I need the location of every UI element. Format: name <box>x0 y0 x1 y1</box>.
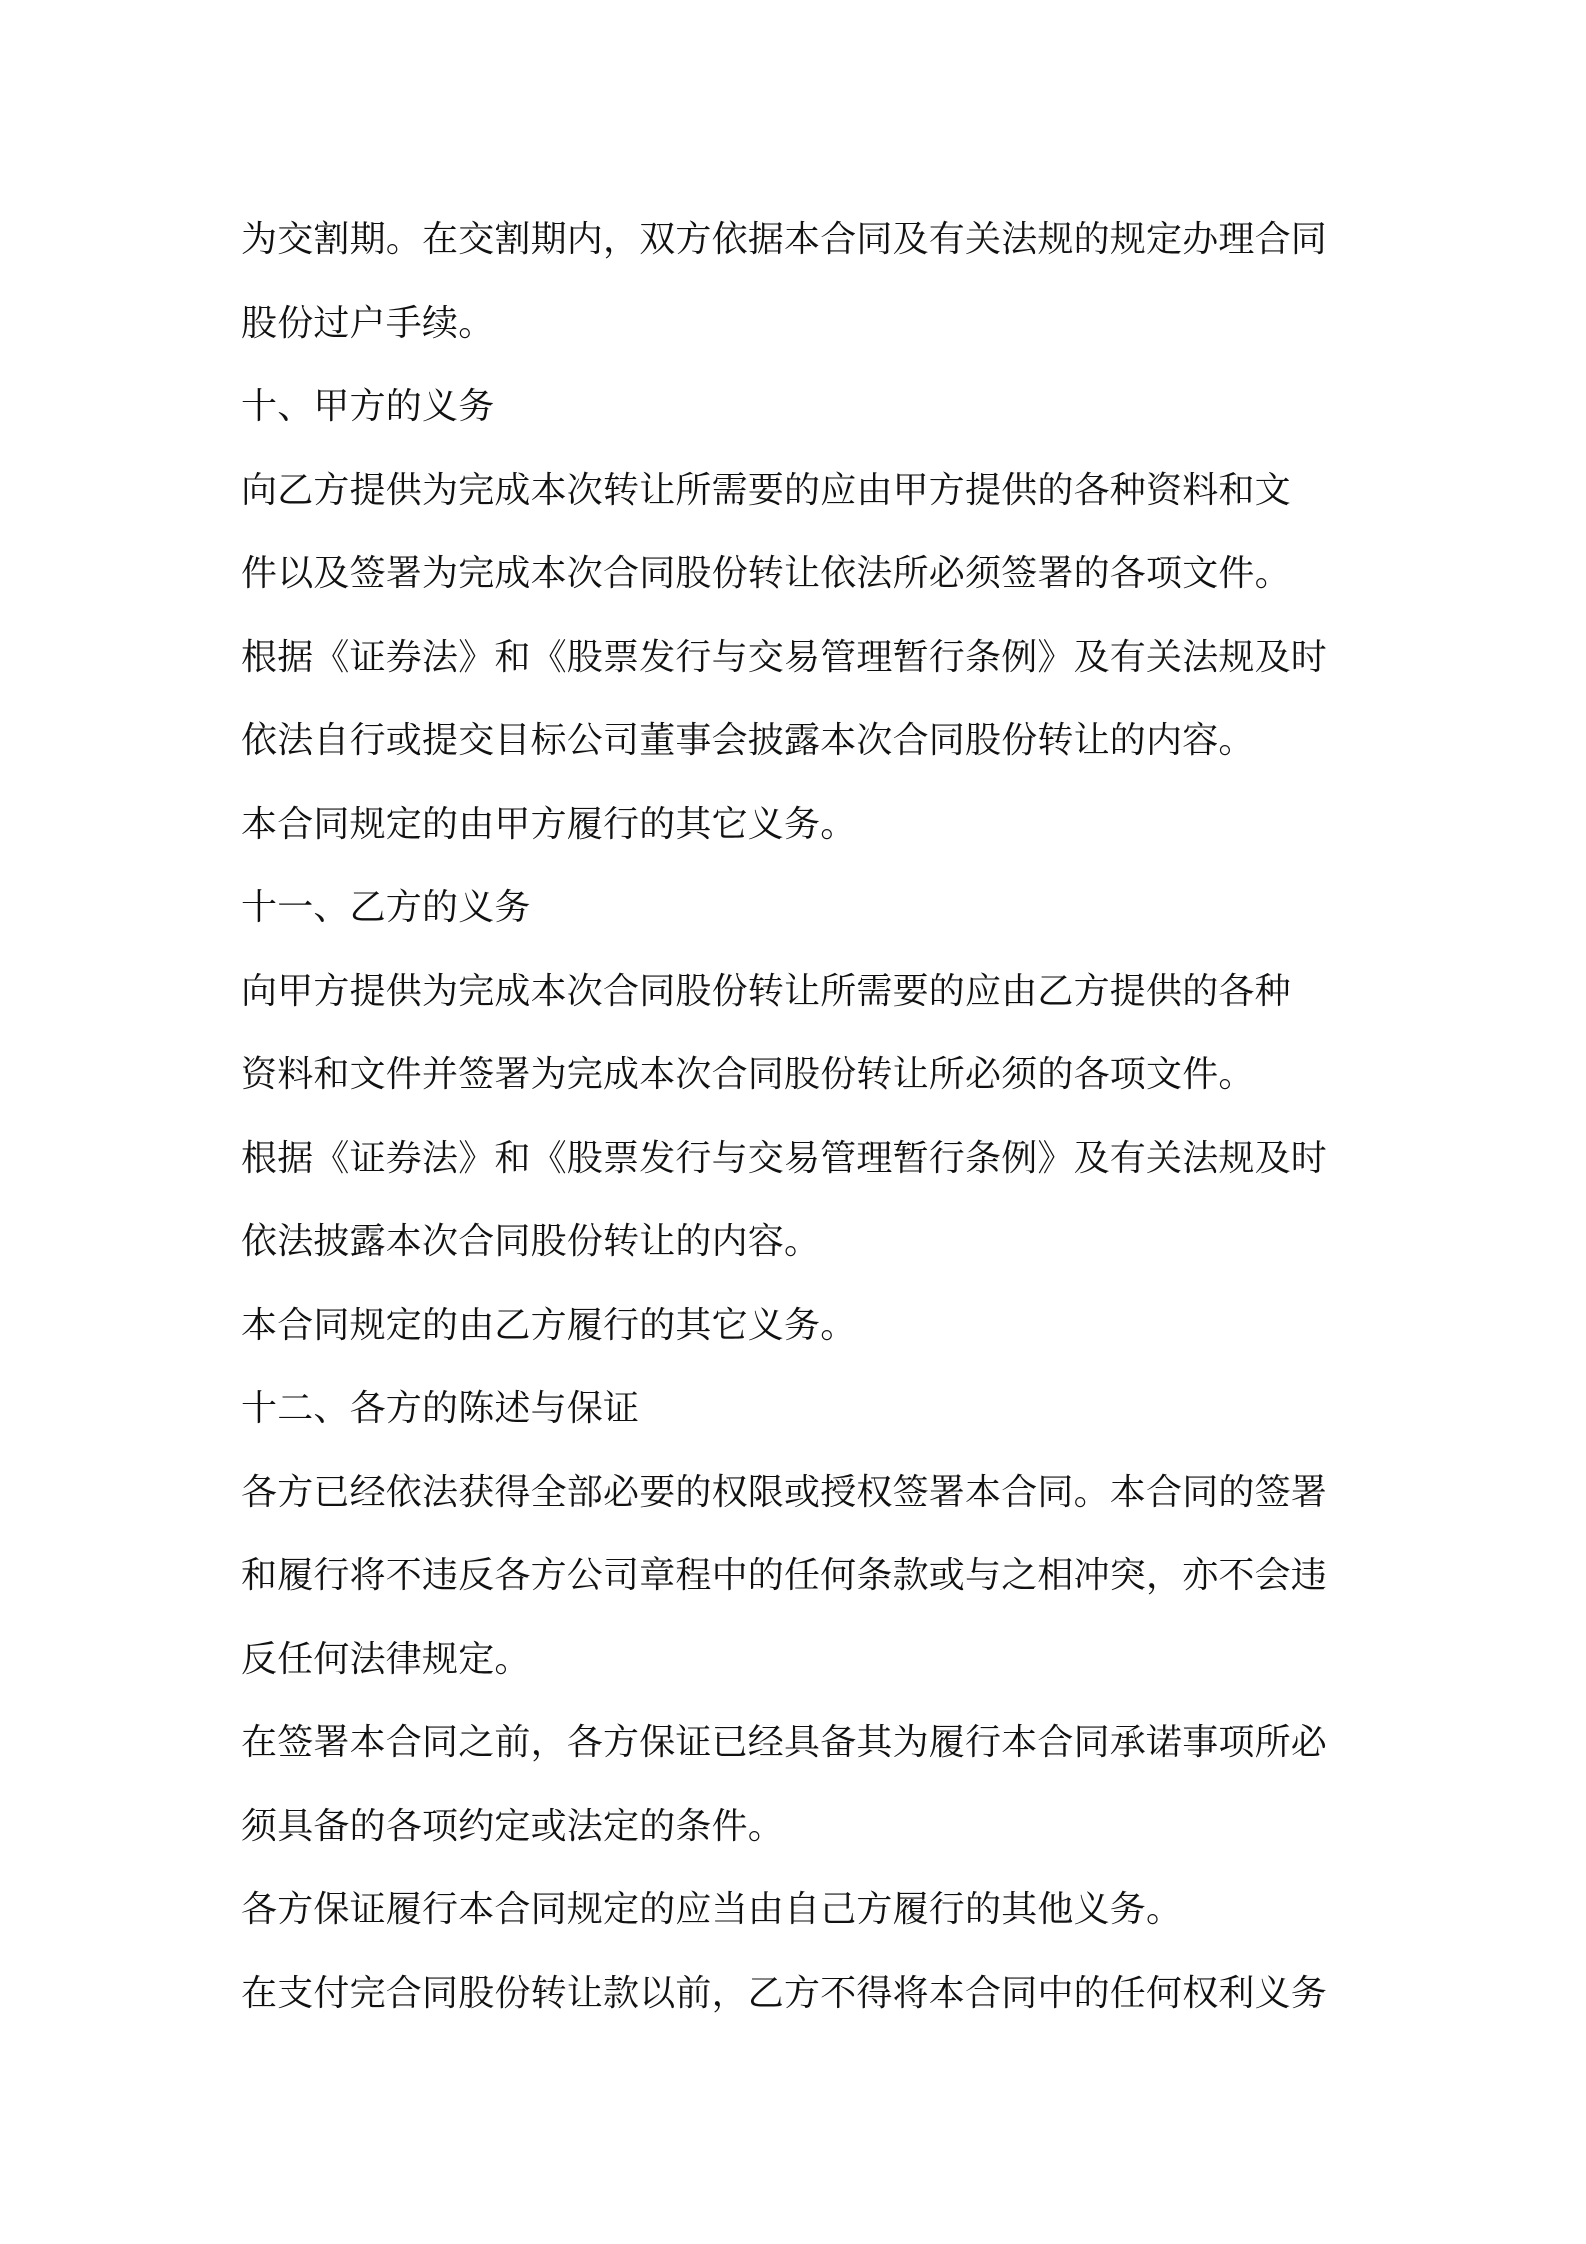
body-line: 资料和文件并签署为完成本次合同股份转让所必须的各项文件。 <box>241 1054 1255 1095</box>
section-heading: 十二、各方的陈述与保证 <box>241 1388 640 1429</box>
body-line: 反任何法律规定。 <box>241 1638 531 1680</box>
section-heading: 十、甲方的义务 <box>241 386 495 427</box>
body-line: 依法自行或提交目标公司董事会披露本次合同股份转让的内容。 <box>241 720 1255 761</box>
body-line: 依法披露本次合同股份转让的内容。 <box>241 1221 821 1262</box>
body-line: 须具备的各项约定或法定的条件。 <box>241 1805 785 1847</box>
body-line: 股份过户手续。 <box>241 302 495 344</box>
body-line: 在支付完合同股份转让款以前，乙方不得将本合同中的任何权利义务 <box>241 1972 1328 2014</box>
body-line: 和履行将不违反各方公司章程中的任何条款或与之相冲突，亦不会违 <box>241 1555 1328 1596</box>
body-line: 件以及签署为完成本次合同股份转让依法所必须签署的各项文件。 <box>241 553 1291 594</box>
body-line: 根据《证券法》和《股票发行与交易管理暂行条例》及有关法规及时 <box>241 636 1328 678</box>
body-line: 各方保证履行本合同规定的应当由自己方履行的其他义务。 <box>241 1889 1183 1930</box>
body-line: 向乙方提供为完成本次转让所需要的应由甲方提供的各种资料和文 <box>241 469 1291 511</box>
body-line: 各方已经依法获得全部必要的权限或授权签署本合同。本合同的签署 <box>241 1471 1328 1513</box>
body-line: 为交割期。在交割期内，双方依据本合同及有关法规的规定办理合同 <box>241 219 1328 260</box>
body-line: 本合同规定的由甲方履行的其它义务。 <box>241 803 857 845</box>
body-line: 根据《证券法》和《股票发行与交易管理暂行条例》及有关法规及时 <box>241 1137 1328 1179</box>
section-heading: 十一、乙方的义务 <box>241 887 531 928</box>
document-body <box>241 198 1371 2035</box>
body-line: 向甲方提供为完成本次合同股份转让所需要的应由乙方提供的各种 <box>241 970 1291 1012</box>
body-line: 在签署本合同之前，各方保证已经具备其为履行本合同承诺事项所必 <box>241 1722 1328 1763</box>
body-line: 本合同规定的由乙方履行的其它义务。 <box>241 1304 857 1346</box>
